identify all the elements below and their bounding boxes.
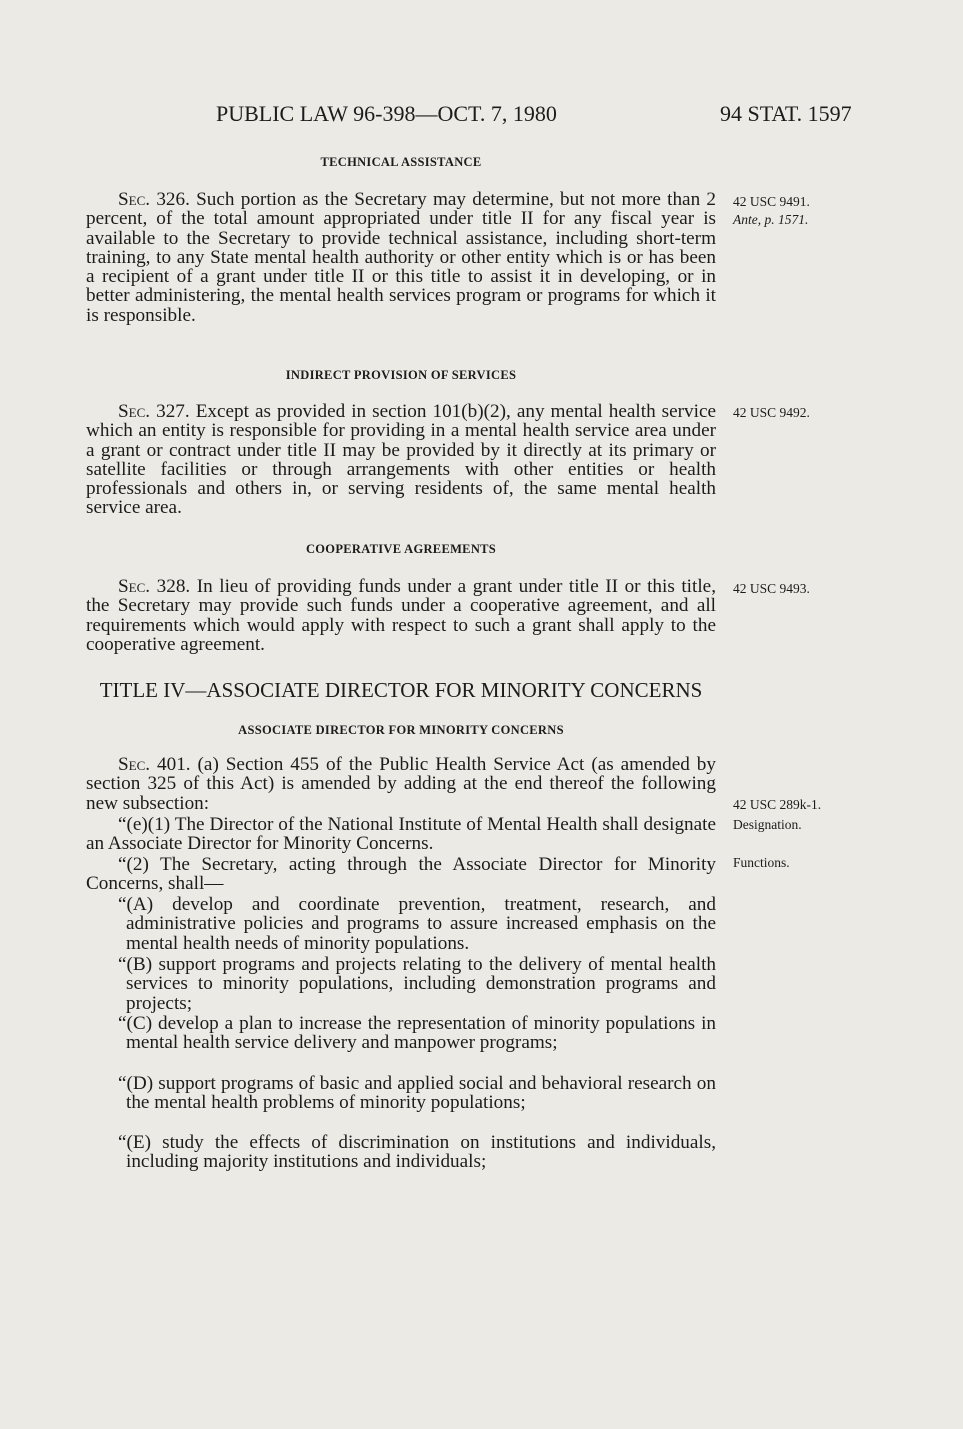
margin-note-326: 42 USC 9491. (733, 194, 810, 209)
section-401-text (86, 755, 716, 813)
section-327-text (86, 402, 716, 518)
margin-note-designation: Designation. (733, 817, 802, 832)
list-item-b: “(B) support programs and projects relating to the delivery of mental health services to minority populations, including demonstration programs and projects; (118, 954, 716, 1014)
margin-note-328: 42 USC 9493. (733, 581, 810, 596)
sec-label: Sec. (118, 401, 151, 422)
section-326-text (86, 190, 716, 325)
title-iv-heading: TITLE IV—ASSOCIATE DIRECTOR FOR MINORITY CONCERNS (99, 678, 703, 702)
section-328-body: 328. In lieu of providing funds under a grant under title II or this title, the Secretary may provide such funds under a cooperative agreement, and all requirements which would apply with respect to such a grant shall apply to the cooperative agreement. (86, 576, 716, 655)
sec-label: Sec. (118, 754, 151, 775)
margin-note-327: 42 USC 9492. (733, 405, 810, 420)
list-item-a: “(A) develop and coordinate prevention, treatment, research, and administrative policies and programs to assure increased emphasis on the mental health needs of minority populations. (118, 894, 716, 954)
margin-note-326-ante: Ante, p. 1571. (733, 212, 809, 227)
margin-note-401: 42 USC 289k-1. (733, 797, 822, 812)
section-401-body: 401. (a) Section 455 of the Public Health Service Act (as amended by section 325 of this Act) is amended by adding at the end thereof the following new subsection: (86, 754, 716, 814)
sec-label: Sec. (118, 576, 151, 597)
list-item-c: “(C) develop a plan to increase the representation of minority populations in mental health service delivery and manpower programs; (118, 1013, 716, 1054)
running-header-right: 94 STAT. 1597 (720, 101, 852, 126)
section-heading-associate-director: ASSOCIATE DIRECTOR FOR MINORITY CONCERNS (238, 723, 564, 737)
section-heading-cooperative-agreements: COOPERATIVE AGREEMENTS (305, 542, 497, 556)
section-326-body: 326. Such portion as the Secretary may determine, but not more than 2 percent, of the total amount appropriated under title II for any fiscal year is available to the Secretary to provide technical assistance, including short-term training, to any State mental health authority or other entity which is or has been a recipient of a grant under title II or this title to assist it in developing, or in better administering, the mental health services program or programs for which it is responsible. (86, 189, 716, 326)
running-header-left: PUBLIC LAW 96-398—OCT. 7, 1980 (216, 101, 557, 126)
subsection-e2: “(2) The Secretary, acting through the Associate Director for Minority Concerns, shall— (86, 854, 716, 895)
section-327-body: 327. Except as provided in section 101(b)(2), any mental health service which an entity is responsible for providing in a mental health service area under a grant or contract under title II may be provided by it directly at its primary or satellite facilities or through arrangements with other entities or health professionals and others in, or serving residents of, the same mental health service area. (86, 401, 716, 519)
section-heading-technical-assistance: TECHNICAL ASSISTANCE (320, 155, 482, 169)
section-328-text (86, 577, 716, 654)
section-heading-indirect-provision: INDIRECT PROVISION OF SERVICES (285, 368, 517, 382)
list-item-d: “(D) support programs of basic and applied social and behavioral research on the mental health problems of minority populations; (118, 1073, 716, 1114)
sec-label: Sec. (118, 189, 151, 210)
subsection-e1: “(e)(1) The Director of the National Institute of Mental Health shall designate an Associate Director for Minority Concerns. (86, 814, 716, 855)
list-item-e: “(E) study the effects of discrimination on institutions and individuals, including majority institutions and individuals; (118, 1132, 716, 1173)
margin-note-functions: Functions. (733, 855, 790, 870)
